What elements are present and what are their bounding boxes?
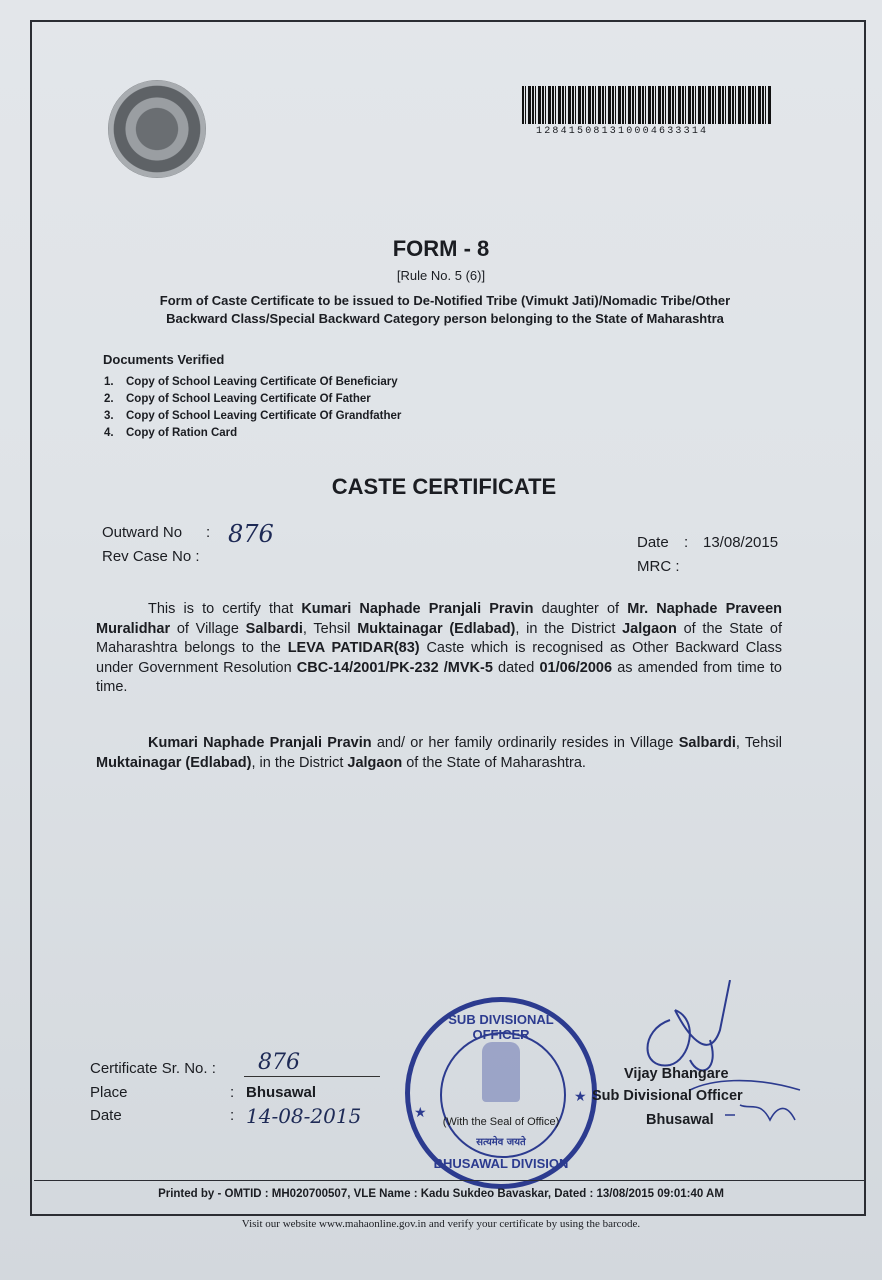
place-value: Bhusawal <box>246 1084 317 1101</box>
certificate-sr-no-label: Certificate Sr. No. : <box>90 1060 216 1077</box>
signatory-name: Vijay Bhangare <box>624 1066 729 1082</box>
documents-heading: Documents Verified <box>103 352 225 367</box>
date-colon: : <box>684 534 689 551</box>
form-description-line1: Form of Caste Certificate to be issued to De-Notified Tribe (Vimukt Jati)/Nomadic Tribe/Other <box>159 293 731 308</box>
mrc-label: MRC : <box>637 558 680 575</box>
barcode <box>522 86 772 124</box>
barcode-number: 128415081310004633314 <box>536 126 709 137</box>
form-description <box>110 292 780 328</box>
certificate-paragraph-2: Kumari Naphade Pranjali Pravin and/ or her family ordinarily resides in Village Salbardi, Tehsil Muktainagar (Edlabad), in the District Jalgaon of the State of Maharashtra. <box>96 735 782 771</box>
certificate-paragraph-1: This is to certify that Kumari Naphade Pranjali Pravin daughter of Mr. Naphade Praveen Muralidhar of Village Salbardi, Tehsil Muktainagar (Edlabad), in the District Jalgaon of the State of Maharashtra belongs to the LEVA PATIDAR(83) Caste which is recognised as Other Backward Class under Government Resolution CBC-14/2001/PK-232 /MVK-5 dated 01/06/2006 as amended from time to time. <box>96 601 783 695</box>
signatory-place: Bhusawal <box>646 1112 714 1128</box>
issue-date-value: 14-08-2015 <box>246 1104 362 1128</box>
sr-no-underline <box>244 1076 380 1077</box>
document-item: 1. Copy of School Leaving Certificate Of Beneficiary <box>104 376 398 388</box>
outward-no-value: 876 <box>228 520 274 548</box>
form-title: FORM - 8 <box>392 236 490 261</box>
outward-no-colon: : <box>206 524 211 541</box>
seal-center-text: (With the Seal of Office) <box>442 1116 560 1128</box>
star-icon: ★ <box>574 1088 587 1104</box>
signatory-designation: Sub Divisional Officer <box>592 1088 743 1104</box>
state-emblem-icon <box>108 80 206 178</box>
seal-motto: सत्यमेव जयते <box>476 1137 526 1148</box>
place-colon: : <box>230 1084 235 1101</box>
form-description-line2: Backward Class/Special Backward Category person belonging to the State of Maharashtra <box>166 311 724 326</box>
place-label: Place <box>90 1084 128 1101</box>
document-item: 4. Copy of Ration Card <box>104 427 238 439</box>
form-rule: [Rule No. 5 (6)] <box>396 268 486 283</box>
issue-date-colon: : <box>230 1107 235 1124</box>
official-seal <box>405 997 597 1189</box>
printed-divider <box>34 1180 864 1181</box>
printed-by: Printed by - OMTID : MH020700507, VLE Name : Kadu Sukdeo Bavaskar, Dated : 13/08/2015 09:01:40 AM <box>158 1188 724 1200</box>
rev-case-no-label: Rev Case No : <box>102 548 200 565</box>
star-icon: ★ <box>414 1104 427 1120</box>
issue-date-label: Date <box>90 1107 122 1124</box>
date-value: 13/08/2015 <box>703 534 779 551</box>
document-item: 3. Copy of School Leaving Certificate Of Grandfather <box>104 410 402 422</box>
seal-top-text: SUB DIVISIONAL OFFICER <box>448 1012 554 1042</box>
ashoka-emblem-icon <box>482 1042 520 1102</box>
document-item: 2. Copy of School Leaving Certificate Of Father <box>104 393 371 405</box>
outward-no-label: Outward No <box>102 524 183 541</box>
certificate-sr-no-value: 876 <box>258 1050 300 1075</box>
seal-bottom-text: BHUSAWAL DIVISION <box>433 1156 569 1171</box>
website-note: Visit our website www.mahaonline.gov.in and verify your certificate by using the barcode. <box>241 1218 641 1230</box>
certificate-title: CASTE CERTIFICATE <box>331 474 557 499</box>
date-label: Date <box>637 534 669 551</box>
